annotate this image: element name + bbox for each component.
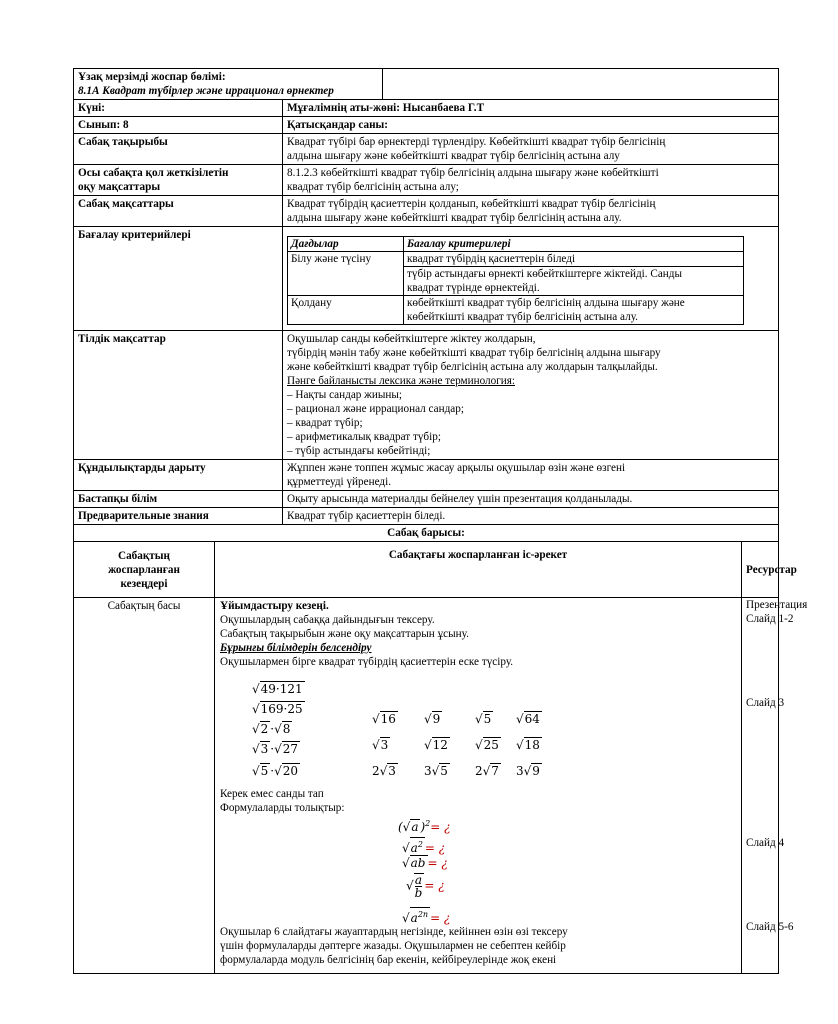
criteria-header-skills: Дағдылар [288, 237, 404, 252]
resources-cell [742, 598, 808, 974]
radicand: 5 [483, 712, 492, 726]
goals-line: Квадрат түбірдің қасиеттерін қолданып, көбейткішті квадрат түбір белгісінің [287, 198, 656, 210]
tail-line: Оқушылар 6 слайдтағы жауаптардың негізінде, кейіннен өзін өзі тексеру [220, 926, 568, 938]
section-empty-cell [383, 69, 779, 100]
radicand: 18 [524, 738, 540, 752]
grid-item: √18 [516, 738, 540, 752]
teacher-label: Мұғалімнің аты-жөні: Нысанбаева Г.Т [283, 100, 779, 117]
formula-rhs: = ¿ [430, 820, 451, 834]
radicand: 12 [432, 738, 448, 752]
lesson-plan-table [73, 68, 808, 974]
tail-line: формулаларда модуль белгісінің бар екенін, кейбіреулерінде жоқ екені [220, 954, 557, 966]
lexicon-item: – квадрат түбір; [287, 417, 363, 429]
class-label: Сынып: 8 [74, 117, 283, 134]
grid-item: √3 [372, 738, 389, 752]
org-title: Ұйымдастыру кезеңі. [220, 600, 329, 612]
topic-label: Сабақ тақырыбы [74, 134, 283, 165]
topic-value [283, 134, 779, 165]
language-line: Оқушылар санды көбейткіштерге жіктеу жолдарын, [287, 333, 536, 345]
criteria-header-criteria: Бағалау критерилері [404, 237, 744, 252]
prelim-value: Квадрат түбір қасиеттерін біледі. [283, 508, 779, 525]
radicand: 49·121 [260, 682, 303, 696]
criteria-skill: Білу және түсіну [288, 252, 404, 296]
language-line: және көбейткішті квадрат түбір белгісінің астына алу жолдарын талқылайды. [287, 361, 658, 373]
participants-label: Қатысқандар саны: [283, 117, 779, 134]
extra-number-task: Керек емес санды тап [220, 788, 324, 800]
formula-rhs: = ¿ [424, 878, 445, 893]
activity-header: Сабақтағы жоспарланған іс-әрекет [215, 542, 742, 598]
radicand: 5 [260, 764, 269, 778]
criteria-line: көбейткішті квадрат түбір белгісінің алдына шығару және [407, 297, 685, 309]
values-line: құрметтеуді үйренеді. [287, 476, 391, 488]
criteria-skill: Қолдану [288, 296, 404, 325]
goals-line: алдына шығару және көбейткішті квадрат түбір белгісінің астына алу. [287, 212, 622, 224]
objectives-line: 8.1.2.3 көбейткішті квадрат түбір белгісінің алдына шығару және көбейткішті [287, 167, 659, 179]
radicand: 5 [440, 764, 448, 778]
criteria-table [287, 236, 744, 325]
resources-list [746, 598, 836, 934]
radicand: 3 [380, 738, 389, 752]
criteria-line: түбір астындағы өрнекті көбейткіштерге жіктейді. Санды [407, 268, 682, 280]
section-value: 8.1А Квадрат түбірлер және иррационал өрнектер [78, 85, 334, 97]
section-cell [74, 69, 383, 100]
radicand: 7 [491, 764, 499, 778]
formula-1: (√a )$^2$= ¿ [398, 819, 451, 834]
stage-header-line: кезеңдері [120, 577, 168, 590]
objectives-line: квадрат түбір белгісінің астына алу; [287, 181, 459, 193]
formula-list [220, 815, 736, 925]
objectives-value [283, 165, 779, 196]
radicand: 9 [432, 712, 441, 726]
formula-3: √ab = ¿ [402, 856, 448, 870]
grid-item: √25 [475, 738, 499, 752]
grid-item: 2√3 [372, 764, 396, 778]
resource-item: Слайд 4 [746, 837, 785, 849]
radicand: 25 [483, 738, 499, 752]
criteria-line: квадрат түрінде өрнектейді. [407, 282, 540, 294]
day-label: Күні: [74, 100, 283, 117]
criteria-text: квадрат түбірдің қасиеттерін біледі [404, 252, 744, 267]
criteria-text [404, 296, 744, 325]
topic-line: алдына шығару және көбейткішті квадрат түбір белгісінің астына алу [287, 150, 620, 162]
section-label: Ұзақ мерзімді жоспар бөлімі: [78, 71, 226, 83]
lexicon-item: – түбір астындағы көбейтінді; [287, 445, 431, 457]
org-line: Оқушылардың сабаққа дайындығын тексеру. [220, 614, 435, 626]
language-value [283, 331, 779, 460]
formula-rhs: = ¿ [424, 841, 446, 855]
org-line: Сабақтың тақырыбын және оқу мақсаттарын ұсыну. [220, 628, 469, 640]
left-expr-3: √2 ·√8 [252, 722, 291, 736]
values-label: Құндылықтарды дарыту [74, 460, 283, 491]
prelim-label: Предварительные знания [74, 508, 283, 525]
stage-header-line: жоспарланған [108, 563, 180, 576]
grid-item: 3√5 [424, 764, 448, 778]
grid-item: √5 [475, 712, 492, 726]
goals-value [283, 196, 779, 227]
tail-line: үшін формулаларды дәптерге жазады. Оқушылармен не себептен кейбір [220, 940, 566, 952]
lesson-title: Сабақ барысы: [74, 525, 779, 542]
grid-item: √12 [424, 738, 448, 752]
radicand: 3 [260, 742, 269, 756]
stage-name: Сабақтың басы [74, 598, 215, 974]
lexicon-item: – арифметикалық квадрат түбір; [287, 431, 441, 443]
coefficient: 2 [372, 764, 380, 778]
formula-5: $√a^{2n}$ = ¿ [402, 907, 450, 925]
grid-item: 2√7 [475, 764, 499, 778]
criteria-text [404, 267, 744, 296]
topic-line: Квадрат түбірі бар өрнектерді түрлендіру. Көбейткішті квадрат түбір белгісінің [287, 136, 666, 148]
formulas-title: Формулаларды толықтыр: [220, 802, 345, 814]
resources-header-text: Ресурстар [746, 563, 797, 576]
activation-title: Бұрынғы білімдерін белсендіру [220, 642, 372, 654]
formula-rhs: = ¿ [427, 856, 448, 870]
grid-item: √9 [424, 712, 441, 726]
stage-header-line: Сабақтың [118, 549, 170, 562]
goals-label: Сабақ мақсаттары [74, 196, 283, 227]
radicand: 8 [282, 722, 291, 736]
activation-line: Оқушылармен бірге квадрат түбірдің қасиеттерін еске түсіру. [220, 656, 514, 668]
lexicon-item: – рационал және иррационал сандар; [287, 403, 464, 415]
objectives-label-line: Осы сабақта қол жеткізілетін [78, 167, 229, 179]
values-value [283, 460, 779, 491]
resource-item: Слайд 3 [746, 697, 785, 709]
radicand: 64 [524, 712, 540, 726]
left-expr-2: √169·25 [252, 702, 303, 716]
radicand: 9 [532, 764, 540, 778]
objectives-label [74, 165, 283, 196]
lexicon-title: Пәнге байланысты лексика және терминология: [287, 375, 516, 387]
grid-item: 3√9 [516, 764, 540, 778]
coefficient: 3 [516, 764, 524, 778]
resources-header [742, 542, 797, 598]
formula-2: $√a^2$ = ¿ [402, 837, 445, 855]
prior-knowledge-label: Бастапқы білім [74, 491, 283, 508]
radicand: 2 [260, 722, 269, 736]
coefficient: 3 [424, 764, 432, 778]
formula-rhs: = ¿ [430, 911, 451, 925]
left-expr-1: √49·121 [252, 682, 303, 696]
criteria-line: көбейткішті квадрат түбір белгісінің астына алу. [407, 311, 638, 323]
formula-4: √ $\frac{a}{b}$ = ¿ [406, 873, 445, 900]
values-line: Жұппен және топпен жұмыс жасау арқылы оқушылар өзін және өзгені [287, 462, 626, 474]
lexicon-item: – Нақты сандар жиыны; [287, 389, 403, 401]
left-expr-4: √3 ·√27 [252, 742, 299, 756]
radicand: 20 [282, 764, 299, 778]
left-expr-5: √5 ·√20 [252, 764, 299, 778]
radicand: 169·25 [260, 702, 303, 716]
grid-item: √16 [372, 712, 396, 726]
language-label: Тілдік мақсаттар [74, 331, 283, 460]
radicand: 16 [380, 712, 396, 726]
prior-knowledge-value: Оқыту арысында материалды бейнелеу үшін презентация қолданылады. [283, 491, 779, 508]
criteria-cell [283, 227, 779, 331]
resource-item: Презентация [746, 599, 808, 611]
radicand: 3 [388, 764, 396, 778]
objectives-label-line: оқу мақсаттары [78, 181, 161, 193]
resource-item: Слайд 5-6 [746, 921, 794, 933]
resource-item: Слайд 1-2 [746, 613, 794, 625]
radicand: 27 [282, 742, 299, 756]
language-line: түбірдің мәнін табу және көбейткішті квадрат түбір белгісінің алдына шығару [287, 347, 661, 359]
grid-item: √64 [516, 712, 540, 726]
coefficient: 2 [475, 764, 483, 778]
math-expressions [220, 669, 736, 787]
lesson-plan-document [73, 68, 808, 974]
activity-cell [215, 598, 742, 974]
stage-header [74, 542, 215, 598]
criteria-label: Бағалау критерийлері [74, 227, 283, 331]
